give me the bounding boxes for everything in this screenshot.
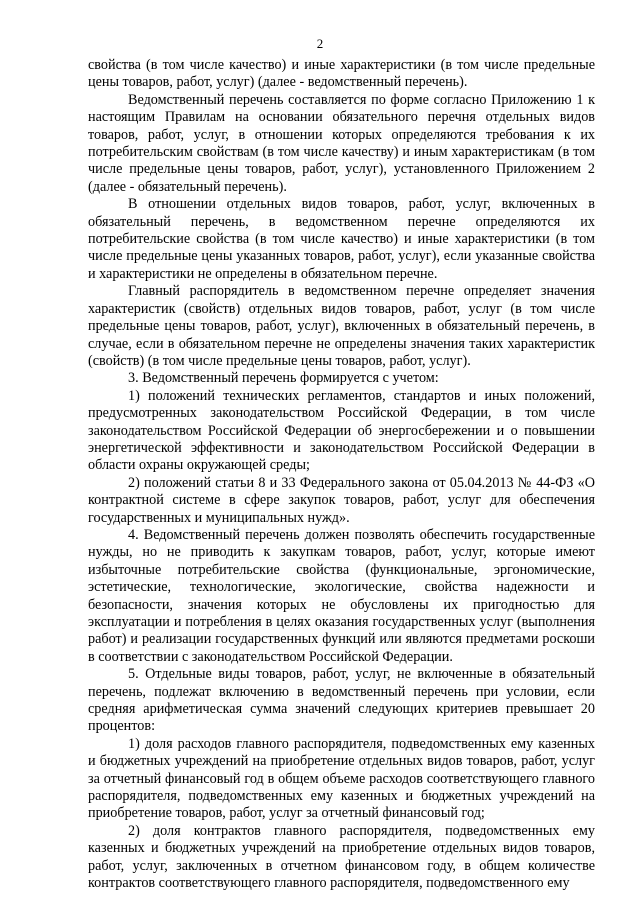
- page-number: 2: [316, 36, 324, 51]
- paragraph-departmental-list-form: Ведомственный перечень составляется по форме согласно Приложению 1 к настоящим Правилам на основании обязательного перечня отдельных видов товаров, работ, услуг, в отношении которых определяются требования к их потребительским свойствам (в том числе качеству) и иным характеристикам (в том числе предельные цены товаров, работ, услуг), установленного Приложением 2 (далее - обязательный перечень).: [88, 91, 595, 195]
- paragraph-mandatory-list-items: В отношении отдельных видов товаров, работ, услуг, включенных в обязательный перечень, в ведомственном перечне определяются их потребительские свойства (в том числе качество) и иные характеристики (в том числе предельные цены указанных товаров, работ, услуг), если указанные свойства и характеристики не определены в обязательном перечне.: [88, 196, 595, 282]
- paragraph-item-5-1: 1) доля расходов главного распорядителя, подведомственных ему казенных и бюджетных учреждений на приобретение отдельных видов товаров, работ, услуг за отчетный финансовый год в общем объеме расходов соответствующего главного распорядителя, подведомственных ему казенных и бюджетных учреждений на приобретение товаров, работ, услуг за отчетный финансовый год;: [88, 735, 595, 822]
- paragraph-continuation: свойства (в том числе качество) и иные характеристики (в том числе предельные цены товаров, работ, услуг) (далее - ведомственный перечень).: [88, 57, 595, 91]
- paragraph-item-5-2: 2) доля контрактов главного распорядителя, подведомственных ему казенных и бюджетных учреждений на приобретение отдельных видов товаров, работ, услуг, заключенных в отчетном финансовом году, в общем количестве контрактов соответствующего главного распорядителя, подведомственного ему: [88, 822, 595, 892]
- paragraph-item-3-2: 2) положений статьи 8 и 33 Федерального закона от 05.04.2013 № 44-ФЗ «О контрактной системе в сфере закупок товаров, работ, услуг для обеспечения государственных и муниципальных нужд».: [88, 474, 595, 526]
- document-body: [88, 57, 595, 893]
- paragraph-item-3-1: 1) положений технических регламентов, стандартов и иных положений, предусмотренных законодательством Российской Федерации, в том числе законодательством Российской Федерации об энергосбережении и о повышении энергетической эффективности и законодательством Российской Федерации в области охраны окружающей среды;: [88, 387, 595, 474]
- paragraph-item-5: 5. Отдельные виды товаров, работ, услуг, не включенные в обязательный перечень, подлежат включению в ведомственный перечень при условии, если средняя арифметическая сумма значений следующих критериев превышает 20 процентов:: [88, 666, 595, 735]
- paragraph-chief-manager-values: Главный распорядитель в ведомственном перечне определяет значения характеристик (свойств) отдельных видов товаров, работ, услуг (в том числе предельные цены товаров, работ, услуг), включенных в обязательный перечень, в случае, если в обязательном перечне не определены значения таких характеристик (свойств) (в том числе предельные цены товаров, работ, услуг).: [88, 283, 595, 369]
- paragraph-item-3: 3. Ведомственный перечень формируется с учетом:: [128, 370, 439, 387]
- paragraph-item-4: 4. Ведомственный перечень должен позволять обеспечить государственные нужды, но не приводить к закупкам товаров, работ, услуг, которые имеют избыточные потребительские свойства (функциональные, эргономические, эстетические, технологические, экологические, свойства надежности и безопасности, значения которых не обусловлены их пригодностью для эксплуатации и потребления в целях оказания государственных услуг (выполнения работ) и реализации государственных функций или являются предметами роскоши в соответствии с законодательством Российской Федерации.: [88, 526, 595, 665]
